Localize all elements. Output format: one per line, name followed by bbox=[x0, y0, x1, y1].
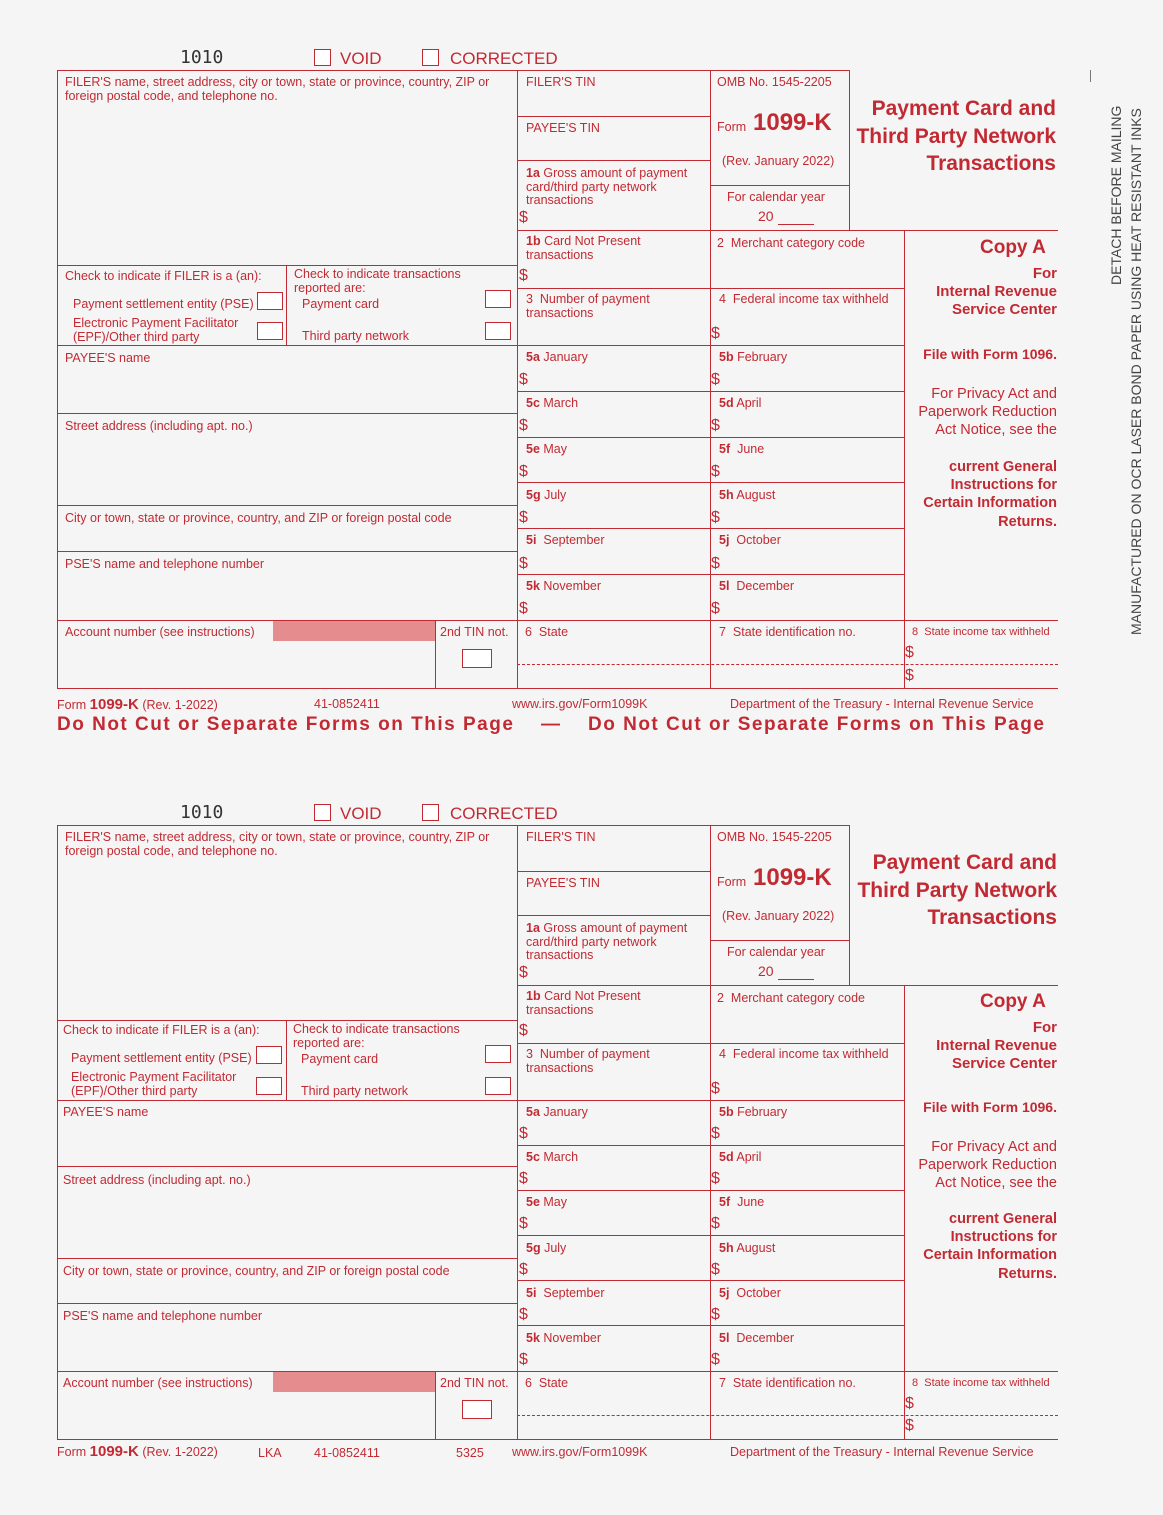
box-5i-label: 5i September bbox=[526, 1286, 605, 1300]
box-5d-label: 5d April bbox=[719, 1150, 762, 1164]
form-code: 1010 bbox=[180, 47, 224, 68]
box-1b-dollar: $ bbox=[519, 1022, 528, 1039]
box-5f-label: 5f June bbox=[719, 442, 765, 456]
box-5c-label: 5c March bbox=[526, 396, 579, 410]
box-1a-label: 1a Gross amount of payment card/third party network transactions bbox=[526, 166, 688, 207]
privacy-notice: For Privacy Act and Paperwork Reduction Act Notice, see the bbox=[918, 1139, 1057, 1192]
city-label: City or town, state or province, country, and ZIP or foreign postal code bbox=[63, 1264, 450, 1278]
copy-for: For bbox=[1032, 1019, 1057, 1036]
box-1a-label: 1a Gross amount of payment card/third party network transactions bbox=[526, 921, 688, 962]
filer-name-label: FILER'S name, street address, city or town, state or province, country, ZIP or foreign postal code, and telephone no. bbox=[65, 830, 490, 858]
box-5c-dollar: $ bbox=[519, 417, 528, 434]
box-5k-label: 5k November bbox=[526, 1331, 602, 1345]
box-5h-label: 5h August bbox=[719, 488, 776, 502]
copy-irs: Internal Revenue Service Center bbox=[936, 283, 1057, 318]
box-2-label: 2 Merchant category code bbox=[717, 991, 866, 1005]
box-8-label: 8 State income tax withheld bbox=[912, 626, 1050, 638]
form-word: Form bbox=[717, 875, 747, 889]
second-tin-label: 2nd TIN not. bbox=[440, 625, 509, 639]
footer-cat: 41-0852411 bbox=[314, 1446, 380, 1460]
box-5g-label: 5g July bbox=[526, 1241, 567, 1255]
third-party-label: Third party network bbox=[302, 329, 409, 343]
box-5e-dollar: $ bbox=[519, 463, 528, 480]
banner-dash: — bbox=[541, 714, 562, 735]
box-5g-dollar: $ bbox=[519, 1261, 528, 1278]
omb-number: OMB No. 1545-2205 bbox=[717, 75, 832, 89]
box-5h-dollar: $ bbox=[711, 509, 720, 526]
copy-irs: Internal Revenue Service Center bbox=[936, 1037, 1057, 1072]
footer-form: Form 1099-K (Rev. 1-2022) bbox=[57, 696, 218, 713]
box-5l-dollar: $ bbox=[711, 1351, 720, 1368]
box-5e-label: 5e May bbox=[526, 442, 568, 456]
box-5j-dollar: $ bbox=[711, 555, 720, 572]
box-5i-dollar: $ bbox=[519, 555, 528, 572]
box-5b-label: 5b February bbox=[719, 1105, 788, 1119]
box-5a-label: 5a January bbox=[526, 1105, 588, 1119]
street-label: Street address (including apt. no.) bbox=[65, 419, 253, 433]
copy-label: Copy A bbox=[980, 237, 1046, 258]
account-label: Account number (see instructions) bbox=[65, 625, 255, 639]
void-label: VOID bbox=[340, 804, 382, 823]
trans-check-label: Check to indicate transactions reported are: bbox=[294, 267, 461, 295]
banner-right: Do Not Cut or Separate Forms on This Page bbox=[588, 714, 1046, 735]
box-1b-label: 1b Card Not Present transactions bbox=[526, 234, 641, 262]
box-4-label: 4 Federal income tax withheld bbox=[719, 292, 889, 306]
epf-label: Electronic Payment Facilitator (EPF)/Other third party bbox=[71, 1070, 237, 1098]
payment-card-label: Payment card bbox=[302, 297, 380, 311]
corrected-checkbox[interactable] bbox=[422, 49, 439, 66]
box-6-label: 6 State bbox=[525, 625, 569, 639]
box-8-label: 8 State income tax withheld bbox=[912, 1377, 1050, 1389]
privacy-notice: For Privacy Act and Paperwork Reduction Act Notice, see the bbox=[918, 386, 1057, 439]
box-5a-dollar: $ bbox=[519, 371, 528, 388]
pse-label: Payment settlement entity (PSE) bbox=[73, 297, 254, 311]
corrected-label: CORRECTED bbox=[450, 804, 558, 823]
box-5l-label: 5l December bbox=[719, 579, 795, 593]
box-5k-label: 5k November bbox=[526, 579, 602, 593]
box-5b-dollar: $ bbox=[711, 371, 720, 388]
account-shade bbox=[273, 621, 435, 641]
box-1a-dollar: $ bbox=[519, 209, 528, 226]
payee-tin-label: PAYEE'S TIN bbox=[526, 876, 600, 890]
account-shade bbox=[273, 1372, 435, 1392]
box-4-dollar: $ bbox=[711, 325, 720, 342]
payee-tin-label: PAYEE'S TIN bbox=[526, 121, 600, 135]
corrected-label: CORRECTED bbox=[450, 49, 558, 68]
banner-left: Do Not Cut or Separate Forms on This Page bbox=[57, 714, 515, 735]
footer-dept: Department of the Treasury - Internal Revenue Service bbox=[730, 1445, 1034, 1459]
box-1b-dollar: $ bbox=[519, 267, 528, 284]
detach-text: DETACH BEFORE MAILING bbox=[1108, 105, 1124, 285]
form-word: Form bbox=[717, 120, 747, 134]
copy-for: For bbox=[1032, 265, 1057, 282]
form-code: 1010 bbox=[180, 802, 224, 823]
form-title: Payment Card and Third Party Network Transactions bbox=[856, 97, 1056, 175]
box-8-dollar-a: $ bbox=[905, 1395, 914, 1412]
pse-label: Payment settlement entity (PSE) bbox=[71, 1051, 252, 1065]
box-1a-dollar: $ bbox=[519, 964, 528, 981]
box-5e-dollar: $ bbox=[519, 1215, 528, 1232]
revision: (Rev. January 2022) bbox=[722, 154, 835, 168]
epf-checkbox[interactable] bbox=[256, 1077, 282, 1095]
box-5f-dollar: $ bbox=[711, 1215, 720, 1232]
third-party-label: Third party network bbox=[301, 1084, 408, 1098]
file-with: File with Form 1096. bbox=[923, 1099, 1057, 1115]
box-5c-dollar: $ bbox=[519, 1170, 528, 1187]
revision: (Rev. January 2022) bbox=[722, 909, 835, 923]
box-1b-label: 1b Card Not Present transactions bbox=[526, 989, 641, 1017]
filer-tin-label: FILER'S TIN bbox=[526, 830, 596, 844]
pse-checkbox[interactable] bbox=[257, 292, 283, 310]
filer-check-label: Check to indicate if FILER is a (an): bbox=[63, 1023, 260, 1037]
corrected-checkbox[interactable] bbox=[422, 804, 439, 821]
box-2-label: 2 Merchant category code bbox=[717, 236, 866, 250]
street-label: Street address (including apt. no.) bbox=[63, 1173, 251, 1187]
box-5c-label: 5c March bbox=[526, 1150, 579, 1164]
box-5g-dollar: $ bbox=[519, 509, 528, 526]
box-5h-label: 5h August bbox=[719, 1241, 776, 1255]
box-5g-label: 5g July bbox=[526, 488, 567, 502]
year-prefix: 20 bbox=[758, 208, 774, 224]
general-instructions: current General Instructions for Certain Information Returns. bbox=[923, 1211, 1057, 1282]
payee-name-label: PAYEE'S name bbox=[65, 351, 151, 365]
box-3-label: 3 Number of payment transactions bbox=[526, 1047, 650, 1075]
box-5h-dollar: $ bbox=[711, 1261, 720, 1278]
pse-name-label: PSE'S name and telephone number bbox=[65, 557, 265, 571]
box-5d-label: 5d April bbox=[719, 396, 762, 410]
box-5i-label: 5i September bbox=[526, 533, 605, 547]
footer-lka: LKA bbox=[258, 1446, 282, 1460]
box-3-label: 3 Number of payment transactions bbox=[526, 292, 650, 320]
footer-url: www.irs.gov/Form1099K bbox=[512, 697, 648, 711]
second-tin-checkbox[interactable] bbox=[462, 1400, 492, 1419]
form-title: Payment Card and Third Party Network Transactions bbox=[857, 851, 1057, 929]
calendar-year-label: For calendar year bbox=[727, 945, 825, 959]
file-with: File with Form 1096. bbox=[923, 346, 1057, 362]
box-5l-dollar: $ bbox=[711, 600, 720, 617]
payment-card-checkbox[interactable] bbox=[485, 290, 511, 308]
payee-name-label: PAYEE'S name bbox=[63, 1105, 149, 1119]
epf-checkbox[interactable] bbox=[257, 322, 283, 340]
box-7-label: 7 State identification no. bbox=[719, 625, 856, 639]
box-4-dollar: $ bbox=[711, 1080, 720, 1097]
payment-card-checkbox[interactable] bbox=[485, 1045, 511, 1063]
account-label: Account number (see instructions) bbox=[63, 1376, 253, 1390]
box-7-label: 7 State identification no. bbox=[719, 1376, 856, 1390]
form-copy-bottom bbox=[0, 755, 1163, 1515]
box-5f-label: 5f June bbox=[719, 1195, 765, 1209]
box-5k-dollar: $ bbox=[519, 1351, 528, 1368]
third-party-checkbox[interactable] bbox=[485, 322, 511, 340]
box-5b-label: 5b February bbox=[719, 350, 788, 364]
omb-number: OMB No. 1545-2205 bbox=[717, 830, 832, 844]
pse-name-label: PSE'S name and telephone number bbox=[63, 1309, 263, 1323]
footer-form: Form 1099-K (Rev. 1-2022) bbox=[57, 1443, 218, 1460]
copy-label: Copy A bbox=[980, 991, 1046, 1012]
footer-5325: 5325 bbox=[456, 1446, 484, 1460]
box-5i-dollar: $ bbox=[519, 1306, 528, 1323]
box-5d-dollar: $ bbox=[711, 1170, 720, 1187]
box-8-dollar-b: $ bbox=[905, 667, 914, 684]
second-tin-checkbox[interactable] bbox=[462, 649, 492, 668]
footer-cat: 41-0852411 bbox=[314, 697, 380, 711]
void-checkbox[interactable] bbox=[314, 49, 331, 66]
trans-check-label: Check to indicate transactions reported are: bbox=[293, 1022, 460, 1050]
box-5b-dollar: $ bbox=[711, 1125, 720, 1142]
calendar-year-label: For calendar year bbox=[727, 190, 825, 204]
box-8-dollar-a: $ bbox=[905, 644, 914, 661]
footer-url: www.irs.gov/Form1099K bbox=[512, 1445, 648, 1459]
filer-tin-label: FILER'S TIN bbox=[526, 75, 596, 89]
filer-name-label: FILER'S name, street address, city or town, state or province, country, ZIP or foreign postal code, and telephone no. bbox=[65, 75, 490, 103]
box-5l-label: 5l December bbox=[719, 1331, 795, 1345]
form-number: 1099-K bbox=[753, 864, 832, 891]
third-party-checkbox[interactable] bbox=[485, 1077, 511, 1095]
filer-check-label: Check to indicate if FILER is a (an): bbox=[65, 269, 262, 283]
void-checkbox[interactable] bbox=[314, 804, 331, 821]
box-5j-label: 5j October bbox=[719, 1286, 781, 1300]
box-5j-dollar: $ bbox=[711, 1306, 720, 1323]
box-5a-label: 5a January bbox=[526, 350, 588, 364]
box-4-label: 4 Federal income tax withheld bbox=[719, 1047, 889, 1061]
void-label: VOID bbox=[340, 49, 382, 68]
payment-card-label: Payment card bbox=[301, 1052, 379, 1066]
pse-checkbox[interactable] bbox=[256, 1046, 282, 1064]
box-5a-dollar: $ bbox=[519, 1125, 528, 1142]
box-5k-dollar: $ bbox=[519, 600, 528, 617]
box-6-label: 6 State bbox=[525, 1376, 569, 1390]
city-label: City or town, state or province, country, and ZIP or foreign postal code bbox=[65, 511, 452, 525]
year-prefix: 20 bbox=[758, 963, 774, 979]
box-8-dollar-b: $ bbox=[905, 1417, 914, 1434]
second-tin-label: 2nd TIN not. bbox=[440, 1376, 509, 1390]
box-5j-label: 5j October bbox=[719, 533, 781, 547]
box-5f-dollar: $ bbox=[711, 463, 720, 480]
box-5e-label: 5e May bbox=[526, 1195, 568, 1209]
footer-dept: Department of the Treasury - Internal Revenue Service bbox=[730, 697, 1034, 711]
box-5d-dollar: $ bbox=[711, 417, 720, 434]
epf-label: Electronic Payment Facilitator (EPF)/Other third party bbox=[73, 316, 239, 344]
general-instructions: current General Instructions for Certain Information Returns. bbox=[923, 459, 1057, 530]
form-number: 1099-K bbox=[753, 109, 832, 136]
manufactured-text: MANUFACTURED ON OCR LASER BOND PAPER USING HEAT RESISTANT INKS bbox=[1128, 108, 1144, 635]
